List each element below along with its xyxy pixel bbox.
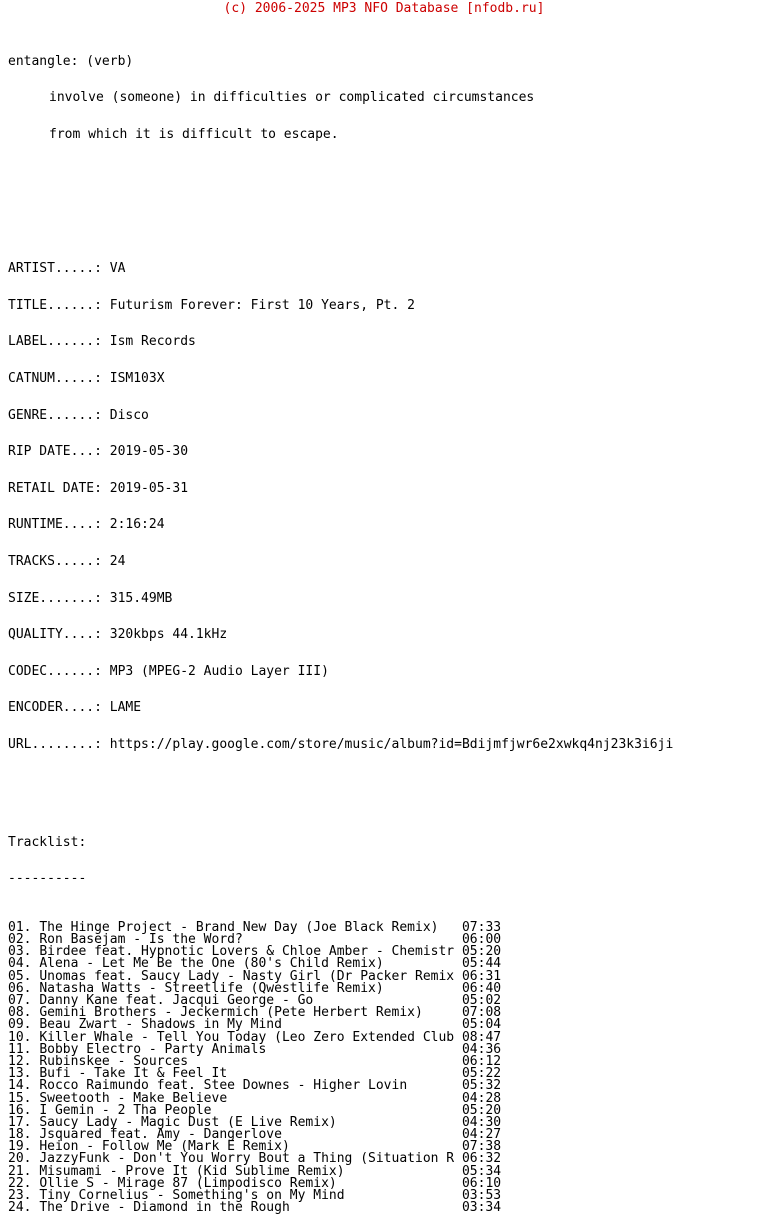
field-label-value: Ism Records xyxy=(109,334,196,350)
definition-line-2: from which it is difficult to escape. xyxy=(49,127,339,142)
field-tracks-value: 24 xyxy=(109,553,126,569)
field-runtime-label: RUNTIME....: xyxy=(8,517,102,533)
field-artist-label: ARTIST.....: xyxy=(8,261,102,277)
field-genre-value: Disco xyxy=(109,407,149,423)
track-duration: 05:44 xyxy=(461,956,502,972)
track-duration: 06:12 xyxy=(461,1053,502,1069)
track-title: The Drive - Diamond in the Rough xyxy=(39,1200,290,1216)
track-duration: 04:27 xyxy=(461,1127,502,1143)
track-number: 20. xyxy=(8,1151,32,1167)
tracklist-rule: ---------- xyxy=(8,871,87,887)
track-title: Jsquared feat. Amy - Dangerlove xyxy=(39,1127,282,1143)
track-number: 02. xyxy=(8,932,32,948)
track-duration: 06:10 xyxy=(461,1175,502,1191)
track-number: 15. xyxy=(8,1090,32,1106)
field-url-label: URL........: xyxy=(8,736,102,752)
definition-word-line xyxy=(8,53,768,69)
track-duration: 04:36 xyxy=(461,1041,502,1057)
field-quality-label: QUALITY....: xyxy=(8,627,102,643)
track-gap xyxy=(290,1200,462,1215)
track-duration: 06:00 xyxy=(461,932,502,948)
track-title: Rocco Raimundo feat. Stee Downes - Higher Lovin xyxy=(39,1078,408,1094)
track-number: 08. xyxy=(8,1005,32,1021)
track-number: 03. xyxy=(8,944,32,960)
track-title: Sweetooth - Make Believe xyxy=(39,1090,228,1106)
track-title: Gemini Brothers - Jeckermich (Pete Herbert Remix) xyxy=(39,1005,423,1021)
track-number: 18. xyxy=(8,1127,32,1143)
track-title: Ron Basejam - Is the Word? xyxy=(39,932,243,948)
track-title: Killer Whale - Tell You Today (Leo Zero Extended Club xyxy=(39,1029,455,1045)
track-duration: 03:53 xyxy=(461,1188,502,1204)
track-title: The Hinge Project - Brand New Day (Joe Black Remix) xyxy=(39,919,439,935)
field-runtime-value: 2:16:24 xyxy=(109,517,165,533)
field-artist xyxy=(8,263,768,275)
track-number: 16. xyxy=(8,1102,32,1118)
field-codec xyxy=(8,663,768,679)
track-number: 07. xyxy=(8,993,32,1009)
track-number: 13. xyxy=(8,1066,32,1082)
track-duration: 08:47 xyxy=(461,1029,502,1045)
field-artist-value: VA xyxy=(109,261,126,277)
track-duration: 07:38 xyxy=(461,1139,502,1155)
track-title: Birdee feat. Hypnotic Lovers & Chloe Amber - Chemistr xyxy=(39,944,455,960)
track-number: 09. xyxy=(8,1017,32,1033)
track-number: 10. xyxy=(8,1029,32,1045)
field-retail-date-value: 2019-05-31 xyxy=(109,480,189,496)
track-title: Heion - Follow Me (Mark E Remix) xyxy=(39,1139,290,1155)
field-retail-date-label: RETAIL DATE: xyxy=(8,480,102,496)
field-encoder xyxy=(8,702,768,714)
field-tracks xyxy=(8,553,768,569)
track-duration: 05:32 xyxy=(461,1078,502,1094)
field-url-value[interactable]: https://play.google.com/store/music/album?id=Bdijmfjwr6e2xwkq4nj23k3i6ji xyxy=(109,736,674,752)
track-number: 23. xyxy=(8,1188,32,1204)
field-url xyxy=(8,736,768,752)
spacer-2 xyxy=(8,214,768,226)
track-number: 11. xyxy=(8,1041,32,1057)
field-label-label: LABEL......: xyxy=(8,334,102,350)
track-duration: 05:20 xyxy=(461,944,502,960)
field-encoder-label: ENCODER....: xyxy=(8,700,102,716)
track-number: 21. xyxy=(8,1163,32,1179)
track-duration: 06:32 xyxy=(461,1151,502,1167)
field-rip-date-value: 2019-05-30 xyxy=(109,444,189,460)
track-number: 01. xyxy=(8,919,32,935)
definition-word: entangle: xyxy=(8,53,79,69)
track-number: 22. xyxy=(8,1175,32,1191)
track-title: Saucy Lady - Magic Dust (E Live Remix) xyxy=(39,1114,337,1130)
track-title: Alena - Let Me Be the One (80's Child Remix) xyxy=(39,956,384,972)
nfo-body xyxy=(0,19,768,1224)
site-credit-header: (c) 2006-2025 MP3 NFO Database [nfodb.ru] xyxy=(223,1,545,16)
field-quality-value: 320kbps 44.1kHz xyxy=(109,627,228,643)
field-title-label: TITLE......: xyxy=(8,297,102,313)
track-title: Beau Zwart - Shadows in My Mind xyxy=(39,1017,282,1033)
definition-pos: (verb) xyxy=(86,53,134,69)
track-number: 12. xyxy=(8,1053,32,1069)
field-codec-label: CODEC......: xyxy=(8,663,102,679)
field-catnum-value: ISM103X xyxy=(109,370,165,386)
field-rip-date-label: RIP DATE...: xyxy=(8,444,102,460)
track-title: Danny Kane feat. Jacqui George - Go xyxy=(39,993,314,1009)
track-duration: 07:08 xyxy=(461,1005,502,1021)
track-duration: 05:34 xyxy=(461,1163,502,1179)
track-title: Unomas feat. Saucy Lady - Nasty Girl (Dr Packer Remix xyxy=(39,968,455,984)
track-duration: 07:33 xyxy=(461,919,502,935)
field-genre xyxy=(8,407,768,423)
field-rip-date xyxy=(8,446,768,458)
track-number: 19. xyxy=(8,1139,32,1155)
track-duration: 05:22 xyxy=(461,1066,502,1082)
track-number: 14. xyxy=(8,1078,32,1094)
track-title: Tiny Cornelius - Something's on My Mind xyxy=(39,1188,345,1204)
definition-line-1: involve (someone) in difficulties or complicated circumstances xyxy=(49,90,535,106)
track-duration: 05:02 xyxy=(461,993,502,1009)
field-label xyxy=(8,336,768,348)
field-encoder-value: LAME xyxy=(109,700,142,716)
spacer-1 xyxy=(8,178,768,190)
track-number: 04. xyxy=(8,956,32,972)
tracklist-heading: Tracklist: xyxy=(8,834,87,850)
field-size-label: SIZE.......: xyxy=(8,590,102,606)
field-retail-date xyxy=(8,480,768,496)
track-duration: 06:40 xyxy=(461,980,502,996)
track-title: Natasha Watts - Streetlife (Qwestlife Remix) xyxy=(39,980,384,996)
track-number: 06. xyxy=(8,980,32,996)
track-title: Bobby Electro - Party Animals xyxy=(39,1041,267,1057)
track-number: 17. xyxy=(8,1114,32,1130)
track-duration: 04:30 xyxy=(461,1114,502,1130)
tracklist xyxy=(8,919,768,1216)
track-duration: 04:28 xyxy=(461,1090,502,1106)
field-size xyxy=(8,590,768,606)
track-title: JazzyFunk - Don't You Worry Bout a Thing (Situation R xyxy=(39,1151,455,1167)
track-duration: 05:04 xyxy=(461,1017,502,1033)
track-title: Misumami - Prove It (Kid Sublime Remix) xyxy=(39,1163,345,1179)
track-duration: 03:34 xyxy=(461,1200,502,1216)
field-quality xyxy=(8,629,768,641)
field-title xyxy=(8,297,768,313)
track-number: 05. xyxy=(8,968,32,984)
field-catnum xyxy=(8,370,768,386)
track-duration: 05:20 xyxy=(461,1102,502,1118)
track-number: 24. xyxy=(8,1200,32,1216)
track-title: Ollie S - Mirage 87 (Limpodisco Remix) xyxy=(39,1175,337,1191)
track-row xyxy=(8,1202,768,1214)
field-catnum-label: CATNUM.....: xyxy=(8,370,102,386)
track-title: I Gemin - 2 Tha People xyxy=(39,1102,212,1118)
field-genre-label: GENRE......: xyxy=(8,407,102,423)
field-tracks-label: TRACKS.....: xyxy=(8,553,102,569)
field-codec-value: MP3 (MPEG-2 Audio Layer III) xyxy=(109,663,329,679)
spacer-3 xyxy=(8,788,768,800)
track-duration: 06:31 xyxy=(461,968,502,984)
track-title: Bufi - Take It & Feel It xyxy=(39,1066,228,1082)
field-title-value: Futurism Forever: First 10 Years, Pt. 2 xyxy=(109,297,415,313)
field-runtime xyxy=(8,519,768,531)
field-size-value: 315.49MB xyxy=(109,590,173,606)
track-title: Rubinskee - Sources xyxy=(39,1053,189,1069)
